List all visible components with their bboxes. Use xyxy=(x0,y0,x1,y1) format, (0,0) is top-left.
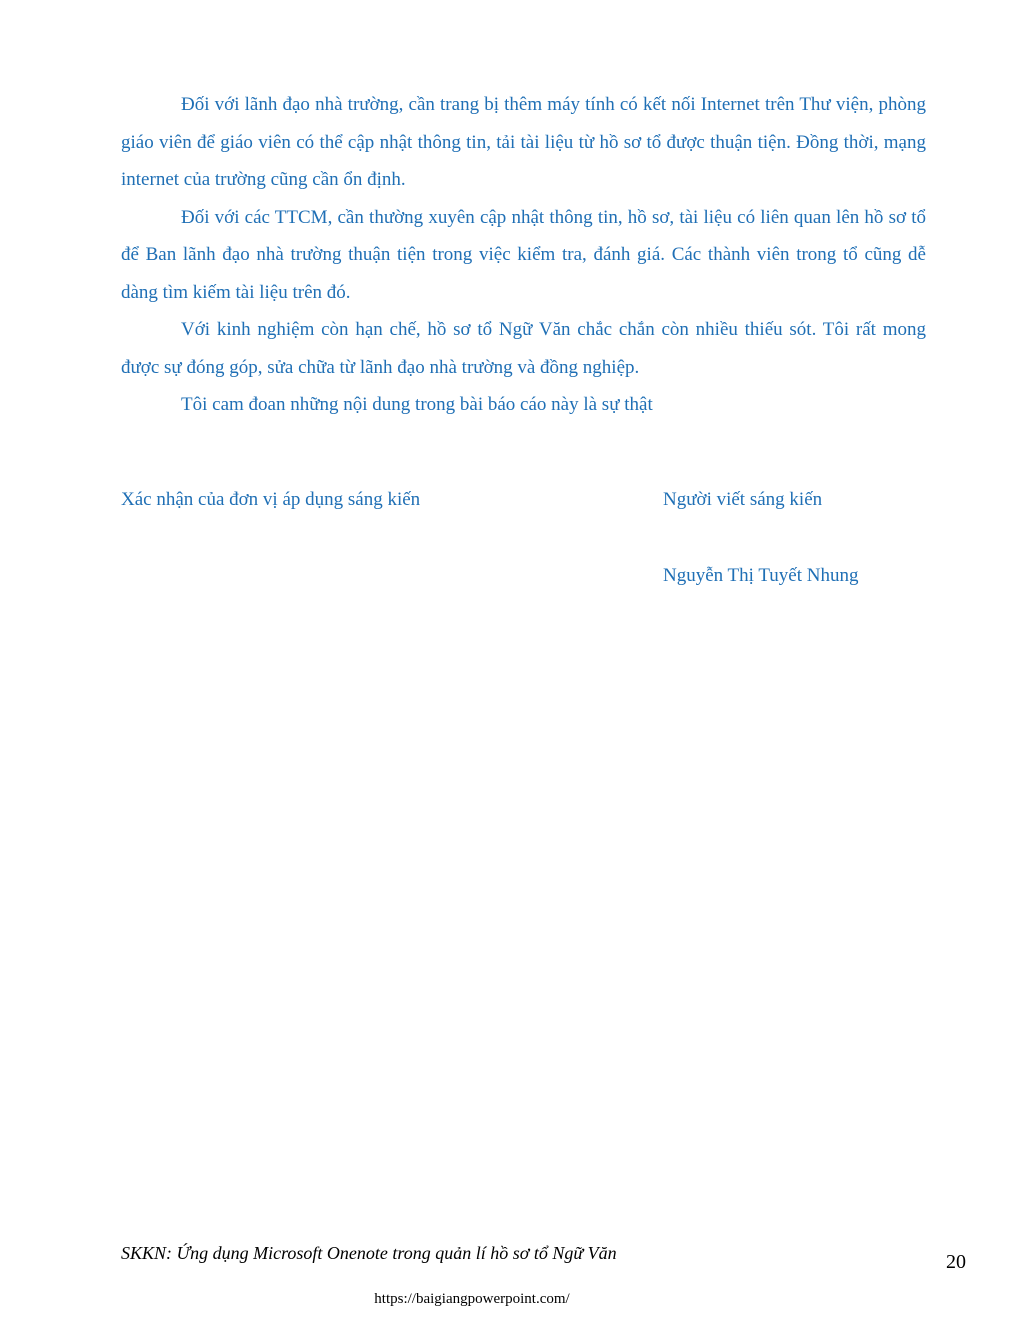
page-number: 20 xyxy=(946,1251,966,1273)
author-name: Nguyễn Thị Tuyết Nhung xyxy=(663,565,859,586)
source-url: https://baigiangpowerpoint.com/ xyxy=(374,1291,570,1307)
paragraph-ttcm-recommendation: Đối với các TTCM, cần thường xuyên cập nhật thông tin, hồ sơ, tài liệu có liên quan lên hồ sơ tổ để Ban lãnh đạo nhà trường thuận tiện trong việc kiểm tra, đánh giá. Các thành viên trong tổ cũng dễ dàng tìm kiếm tài liệu trên đó. xyxy=(121,206,926,303)
author-label: Người viết sáng kiến xyxy=(663,489,823,510)
paragraph-commitment: Tôi cam đoan những nội dung trong bài báo cáo này là sự thật xyxy=(181,394,653,415)
footer-title: SKKN: Ứng dụng Microsoft Onenote trong quản lí hồ sơ tổ Ngữ Văn xyxy=(121,1243,617,1263)
unit-confirmation-label: Xác nhận của đơn vị áp dụng sáng kiến xyxy=(121,489,421,510)
paragraph-leadership-recommendation: Đối với lãnh đạo nhà trường, cần trang bị thêm máy tính có kết nối Internet trên Thư viện, phòng giáo viên để giáo viên có thể cập nhật thông tin, tải tài liệu từ hồ sơ tổ được thuận tiện. Đồng thời, mạng internet của trường cũng cần ổn định. xyxy=(121,94,926,190)
paragraph-feedback-request: Với kinh nghiệm còn hạn chế, hồ sơ tổ Ngữ Văn chắc chắn còn nhiều thiếu sót. Tôi rất mong được sự đóng góp, sửa chữa từ lãnh đạo nhà trường và đồng nghiệp. xyxy=(121,319,926,378)
document-body xyxy=(121,86,926,424)
